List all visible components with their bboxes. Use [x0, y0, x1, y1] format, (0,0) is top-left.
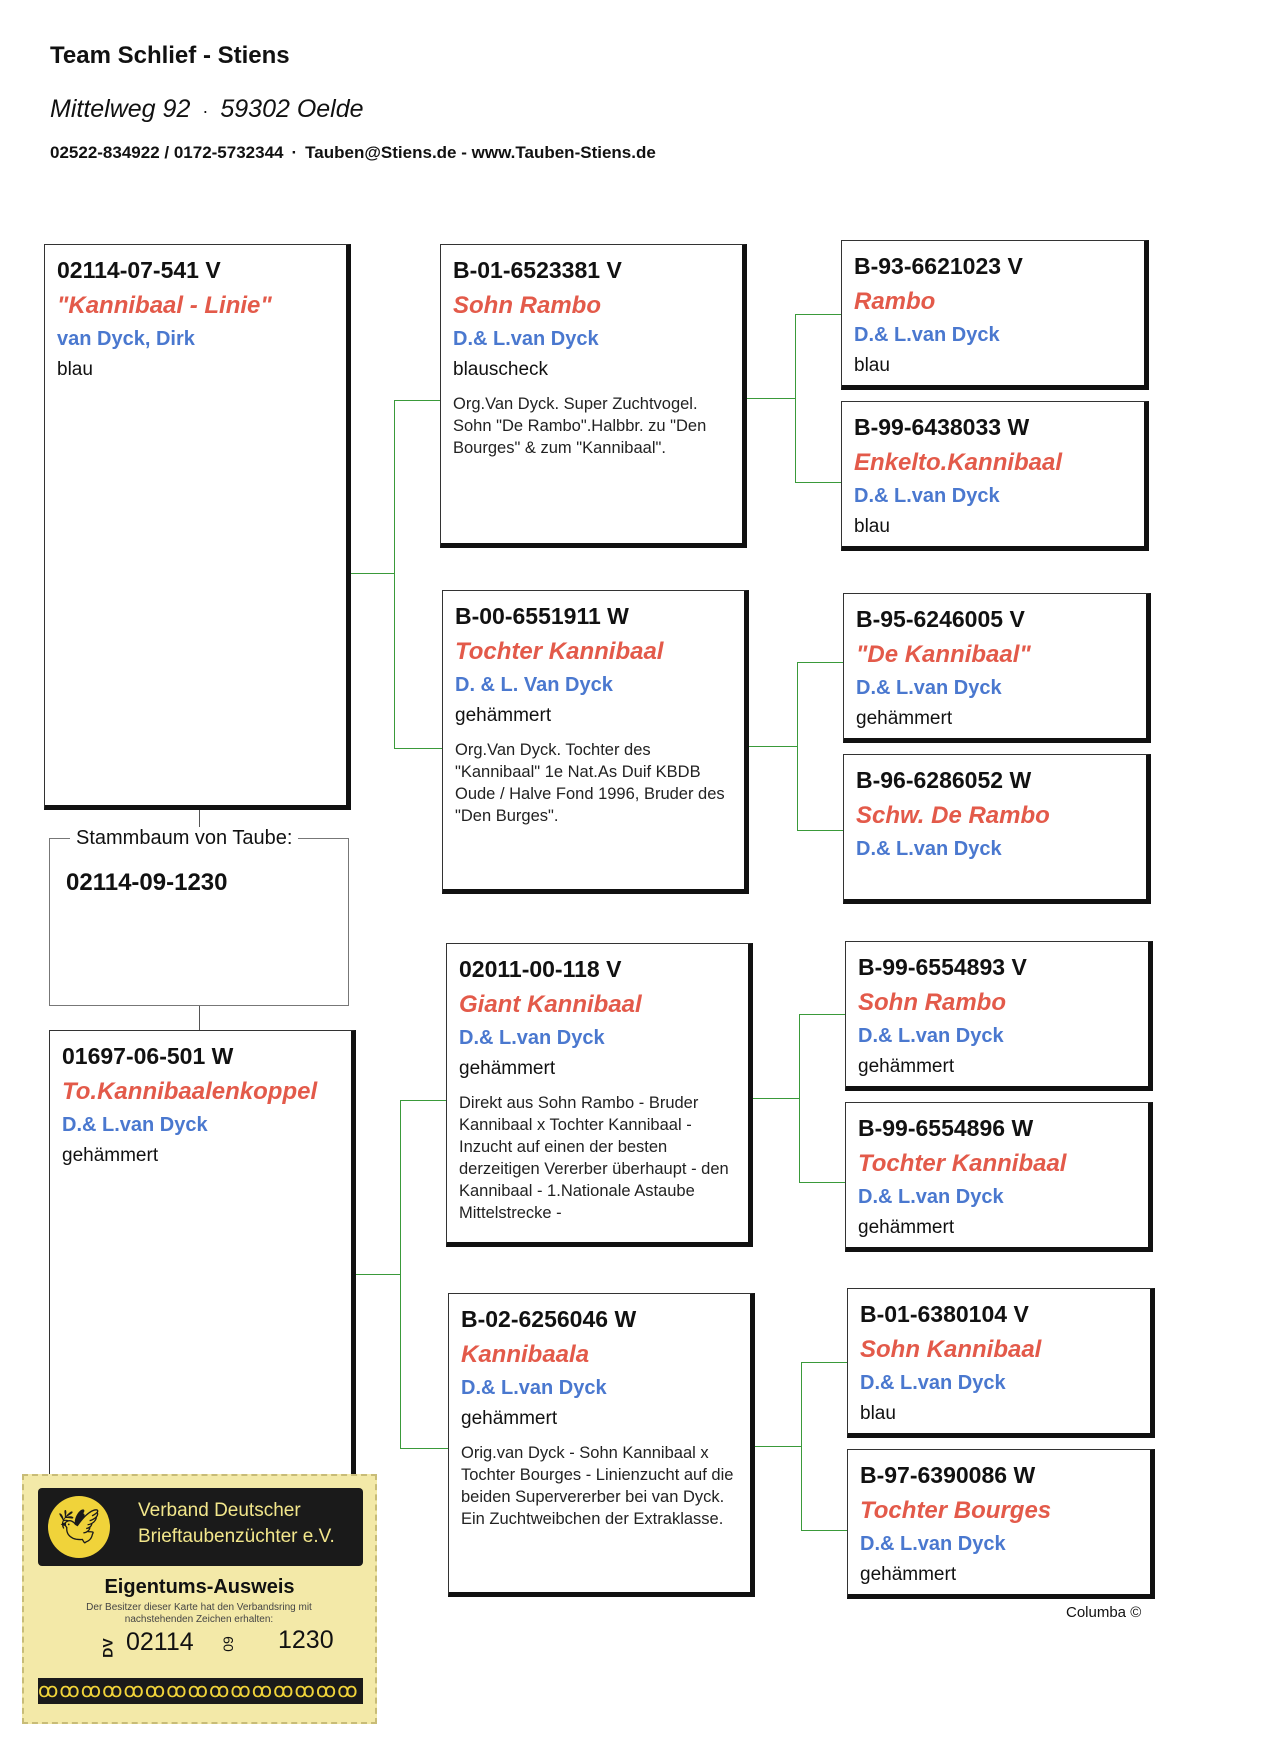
target-ring-number: 02114-09-1230: [66, 869, 228, 896]
great-grandparent-box: [841, 401, 1149, 551]
ring-number: B-00-6551911 W: [455, 603, 629, 629]
breeder: D.& L.van Dyck: [854, 485, 1000, 507]
breeder: D.& L.van Dyck: [856, 677, 1002, 699]
great-grandparent-box: [843, 593, 1151, 743]
great-grandparent-box: [843, 754, 1151, 904]
ring-number: B-99-6438033 W: [854, 414, 1030, 440]
pigeon-name: Sohn Rambo: [453, 292, 601, 319]
breeder: D.& L.van Dyck: [860, 1372, 1006, 1394]
pigeon-note: Direkt aus Sohn Rambo - Bruder Kannibaal x Tochter Kannibaal - Inzucht auf einen der besten derzeitigen Vererber überhaupt - den Kannibaal - 1.Nationale Astaube Mittelstrecke -: [459, 1094, 729, 1222]
ring-number: B-99-6554896 W: [858, 1115, 1034, 1141]
plumage-color: blau: [854, 516, 890, 537]
plumage-color: gehämmert: [858, 1056, 955, 1077]
breeder: D.& L.van Dyck: [453, 328, 599, 350]
pigeon-name: Kannibaala: [461, 1341, 590, 1368]
breeder: D.& L.van Dyck: [858, 1025, 1004, 1047]
connector-line: [356, 1274, 400, 1275]
connector-line: [394, 400, 440, 401]
city: 59302 Oelde: [220, 95, 364, 123]
great-grandparent-box: [847, 1288, 1155, 1438]
pigeon-name: Rambo: [854, 288, 936, 315]
connector-line: [745, 398, 795, 399]
card-small-text: Der Besitzer dieser Karte hat den Verbandsring mit nachstehenden Zeichen erhalten:: [86, 1602, 312, 1625]
plumage-color: blau: [854, 355, 890, 376]
pigeon-name: Tochter Kannibaal: [858, 1150, 1067, 1177]
pigeon-name: "Kannibaal - Linie": [57, 292, 272, 319]
phone-numbers: 02522-834922 / 0172-5732344: [50, 143, 284, 162]
connector-line: [801, 1362, 802, 1530]
connector-line: [394, 748, 442, 749]
plumage-color: blauscheck: [453, 359, 549, 380]
connector-line: [799, 1014, 800, 1182]
dove-logo-icon: 🕊: [48, 1496, 110, 1558]
connector-line: [799, 1182, 845, 1183]
great-grandparent-box: [845, 941, 1153, 1091]
contact-line: [50, 143, 656, 163]
pigeon-name: Sohn Kannibaal: [860, 1336, 1042, 1363]
contact-separator: ·: [291, 143, 298, 162]
ring-number: B-99-6554893 V: [858, 954, 1027, 980]
card-header: [38, 1488, 363, 1566]
connector-line: [795, 482, 841, 483]
breeder: D. & L. Van Dyck: [455, 674, 613, 696]
connector-line: [797, 830, 843, 831]
ring-number: B-01-6380104 V: [860, 1301, 1029, 1327]
ownership-card: [22, 1474, 377, 1724]
connector-line: [801, 1530, 847, 1531]
plumage-color: gehämmert: [62, 1145, 159, 1166]
target-pigeon-box: [49, 827, 349, 1006]
connector-line: [394, 400, 395, 748]
target-label: Stammbaum von Taube:: [70, 827, 298, 850]
connector-line: [400, 1100, 401, 1448]
pigeon-note: Org.Van Dyck. Tochter des "Kannibaal" 1e Nat.As Duif KBDB Oude / Halve Fond 1996, Bruder des "Den Burges".: [455, 741, 725, 825]
connector-line: [797, 662, 798, 830]
card-title: Eigentums-Ausweis: [104, 1576, 295, 1598]
ring-number: 02114-07-541 V: [57, 257, 221, 283]
breeder: D.& L.van Dyck: [62, 1114, 208, 1136]
card-org-line1: Verband Deutscher: [138, 1500, 301, 1521]
connector-line: [747, 746, 797, 747]
connector-line: [795, 314, 841, 315]
breeder: D.& L.van Dyck: [858, 1186, 1004, 1208]
pigeon-note: Org.Van Dyck. Super Zuchtvogel. Sohn "De Rambo".Halbbr. zu "Den Bourges" & zum "Kannibaal".: [453, 395, 707, 457]
connector-line: [795, 314, 796, 482]
ring-number: 01697-06-501 W: [62, 1043, 234, 1069]
connector-line: [797, 662, 843, 663]
card-ring-number: 1230: [278, 1626, 334, 1654]
pigeon-name: Tochter Bourges: [860, 1497, 1052, 1524]
card-org-line2: Brieftaubenzüchter e.V.: [138, 1526, 335, 1547]
pigeon-name: Giant Kannibaal: [459, 991, 642, 1018]
plumage-color: gehämmert: [856, 708, 953, 729]
connector-line: [753, 1446, 801, 1447]
breeder: D.& L.van Dyck: [461, 1377, 607, 1399]
ring-number: B-01-6523381 V: [453, 257, 622, 283]
pigeon-name: "De Kannibaal": [856, 641, 1031, 668]
grandfather-paternal-box: [440, 244, 747, 548]
great-grandparent-box: [847, 1449, 1155, 1599]
ring-number: B-96-6286052 W: [856, 767, 1032, 793]
address-separator: ·: [202, 101, 209, 121]
ring-number: B-97-6390086 W: [860, 1462, 1036, 1488]
connector-line: [801, 1362, 847, 1363]
great-grandparent-box: [841, 240, 1149, 390]
email-website[interactable]: Tauben@Stiens.de - www.Tauben-Stiens.de: [305, 143, 656, 162]
breeder: D.& L.van Dyck: [856, 838, 1002, 860]
connector-line: [199, 1006, 200, 1030]
plumage-color: blau: [57, 359, 93, 380]
ring-number: B-93-6621023 V: [854, 253, 1023, 279]
connector-line: [751, 1098, 799, 1099]
grandfather-maternal-box: [446, 943, 753, 1247]
pigeon-name: Schw. De Rambo: [856, 802, 1050, 829]
breeder: D.& L.van Dyck: [854, 324, 1000, 346]
plumage-color: gehämmert: [461, 1408, 558, 1429]
father-box: [44, 244, 351, 810]
card-pattern-strip: ꝏꝏꝏꝏꝏꝏꝏꝏꝏꝏꝏꝏꝏꝏꝏ: [38, 1678, 363, 1704]
team-name: Team Schlief - Stiens: [50, 42, 290, 69]
plumage-color: gehämmert: [858, 1217, 955, 1238]
street: Mittelweg 92: [50, 95, 191, 123]
pigeon-name: Enkelto.Kannibaal: [854, 449, 1063, 476]
ring-number: 02011-00-118 V: [459, 956, 622, 982]
mother-box: [49, 1030, 356, 1490]
address: [50, 95, 364, 124]
card-year: 09: [219, 1636, 236, 1652]
plumage-color: blau: [860, 1403, 896, 1424]
card-dv: DV: [99, 1638, 116, 1658]
connector-line: [799, 1014, 845, 1015]
pigeon-name: Tochter Kannibaal: [455, 638, 664, 665]
plumage-color: gehämmert: [459, 1058, 556, 1079]
card-club-number: 02114: [126, 1628, 194, 1656]
pigeon-name: To.Kannibaalenkoppel: [62, 1078, 318, 1105]
plumage-color: gehämmert: [455, 705, 552, 726]
ring-number: B-95-6246005 V: [856, 606, 1025, 632]
connector-line: [400, 1100, 446, 1101]
ring-number: B-02-6256046 W: [461, 1306, 637, 1332]
pigeon-name: Sohn Rambo: [858, 989, 1006, 1016]
grandmother-maternal-box: [448, 1293, 755, 1597]
connector-line: [350, 573, 394, 574]
breeder: D.& L.van Dyck: [860, 1533, 1006, 1555]
pigeon-note: Orig.van Dyck - Sohn Kannibaal x Tochter Bourges - Linienzucht auf die beiden Supervererber bei van Dyck. Ein Zuchtweibchen der Extraklasse.: [461, 1444, 734, 1528]
connector-line: [400, 1448, 448, 1449]
breeder: van Dyck, Dirk: [57, 328, 195, 350]
grandmother-paternal-box: [442, 590, 749, 894]
copyright-note: Columba ©: [1066, 1604, 1142, 1621]
breeder: D.& L.van Dyck: [459, 1027, 605, 1049]
plumage-color: gehämmert: [860, 1564, 957, 1585]
great-grandparent-box: [845, 1102, 1153, 1252]
